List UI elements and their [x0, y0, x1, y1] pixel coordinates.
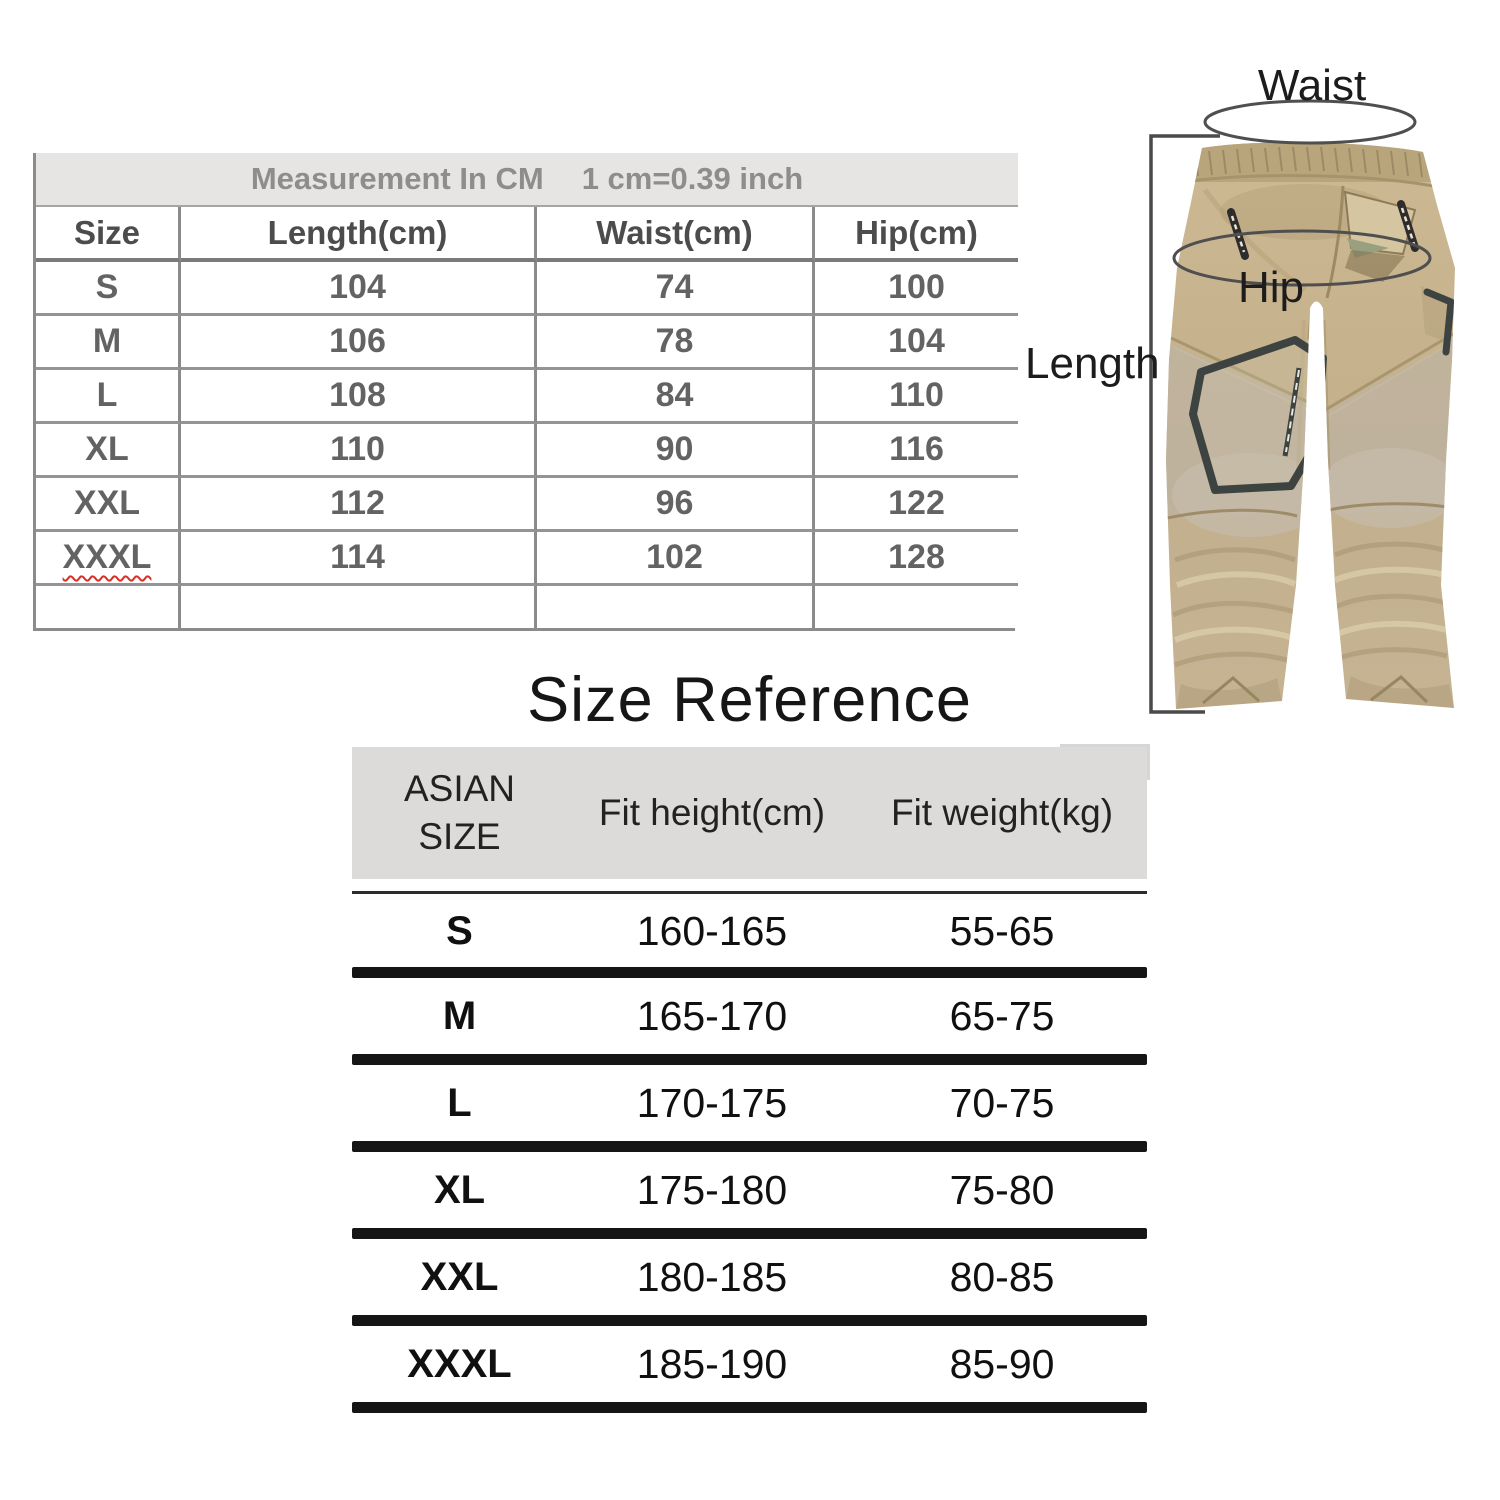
column-header-length: Length(cm)	[181, 207, 537, 262]
sr-column-header-asian-size	[352, 765, 567, 861]
cell-length: 112	[181, 478, 537, 532]
sr-cell-height: 160-165	[636, 907, 788, 954]
sr-cell-size: S	[446, 908, 473, 953]
sr-cell-size: M	[442, 993, 477, 1038]
cell-size	[36, 532, 181, 586]
cell-waist: 78	[537, 316, 815, 370]
table-row	[352, 978, 1147, 1054]
length-label: Length	[1025, 339, 1160, 388]
sr-column-header-asian-size-label: ASIAN SIZE	[403, 767, 516, 857]
table-row	[352, 1065, 1147, 1141]
row-divider-bar	[352, 1402, 1147, 1413]
cell-length: 106	[181, 316, 537, 370]
sr-cell-size: XL	[433, 1167, 486, 1212]
row-divider-bar	[352, 1228, 1147, 1239]
cell-waist: 96	[537, 478, 815, 532]
cell-size-xxxl-misspelled: XXXL	[62, 538, 152, 576]
row-divider-bar	[352, 1141, 1147, 1152]
cell-length: 110	[181, 424, 537, 478]
sr-cell-height: 175-180	[636, 1166, 788, 1213]
column-header-size: Size	[36, 207, 181, 262]
header-underline	[352, 891, 1147, 894]
sr-cell-weight: 70-75	[949, 1079, 1055, 1126]
row-divider-bar	[352, 967, 1147, 978]
cell-size: XL	[36, 424, 181, 478]
sr-cell-size: XXL	[420, 1254, 499, 1299]
cell-waist: 84	[537, 370, 815, 424]
cell-size: XXL	[36, 478, 181, 532]
sr-cell-weight: 80-85	[949, 1253, 1055, 1300]
sr-column-header-fit-height: Fit height(cm)	[598, 792, 826, 833]
cell-hip: 122	[815, 478, 1018, 532]
sr-cell-height: 180-185	[636, 1253, 788, 1300]
sr-cell-size: XXXL	[407, 1341, 512, 1386]
cell-length: 108	[181, 370, 537, 424]
measurement-title-main: Measurement In CM	[250, 161, 544, 196]
sr-cell-height: 165-170	[636, 992, 788, 1039]
table-row	[352, 1152, 1147, 1228]
sr-cell-weight: 85-90	[949, 1340, 1055, 1387]
size-reference-rows	[352, 895, 1147, 1413]
column-header-waist: Waist(cm)	[537, 207, 815, 262]
pants-body	[1145, 130, 1475, 730]
cell-size: S	[36, 262, 181, 316]
measurement-table	[33, 153, 1015, 631]
cell-waist: 102	[537, 532, 815, 586]
table-row	[352, 895, 1147, 967]
size-reference-header	[352, 747, 1147, 879]
size-reference-title: Size Reference	[527, 665, 972, 735]
cell-waist: 74	[537, 262, 815, 316]
hip-label: Hip	[1237, 263, 1305, 312]
row-divider-bar	[352, 1054, 1147, 1065]
cell-size: M	[36, 316, 181, 370]
empty-cell	[36, 586, 181, 628]
empty-cell	[537, 586, 815, 628]
sr-cell-weight: 75-80	[949, 1166, 1055, 1213]
column-header-hip: Hip(cm)	[815, 207, 1018, 262]
cell-length: 104	[181, 262, 537, 316]
sr-cell-height: 185-190	[636, 1340, 788, 1387]
cell-hip: 110	[815, 370, 1018, 424]
sr-cell-weight: 55-65	[949, 907, 1055, 954]
sr-cell-weight: 65-75	[949, 992, 1055, 1039]
cell-hip: 104	[815, 316, 1018, 370]
cell-size: L	[36, 370, 181, 424]
cell-hip: 116	[815, 424, 1018, 478]
waist-label: Waist	[1257, 61, 1367, 110]
measurement-table-title	[36, 153, 1018, 207]
table-row	[352, 1239, 1147, 1315]
cell-hip: 100	[815, 262, 1018, 316]
measurement-title-note: 1 cm=0.39 inch	[581, 161, 804, 196]
cell-hip: 128	[815, 532, 1018, 586]
empty-cell	[815, 586, 1018, 628]
cell-waist: 90	[537, 424, 815, 478]
sr-cell-height: 170-175	[636, 1079, 788, 1126]
table-row	[352, 1326, 1147, 1402]
cell-length: 114	[181, 532, 537, 586]
sr-column-header-fit-weight: Fit weight(kg)	[890, 792, 1114, 833]
empty-cell	[181, 586, 537, 628]
sr-cell-size: L	[447, 1080, 472, 1125]
row-divider-bar	[352, 1315, 1147, 1326]
